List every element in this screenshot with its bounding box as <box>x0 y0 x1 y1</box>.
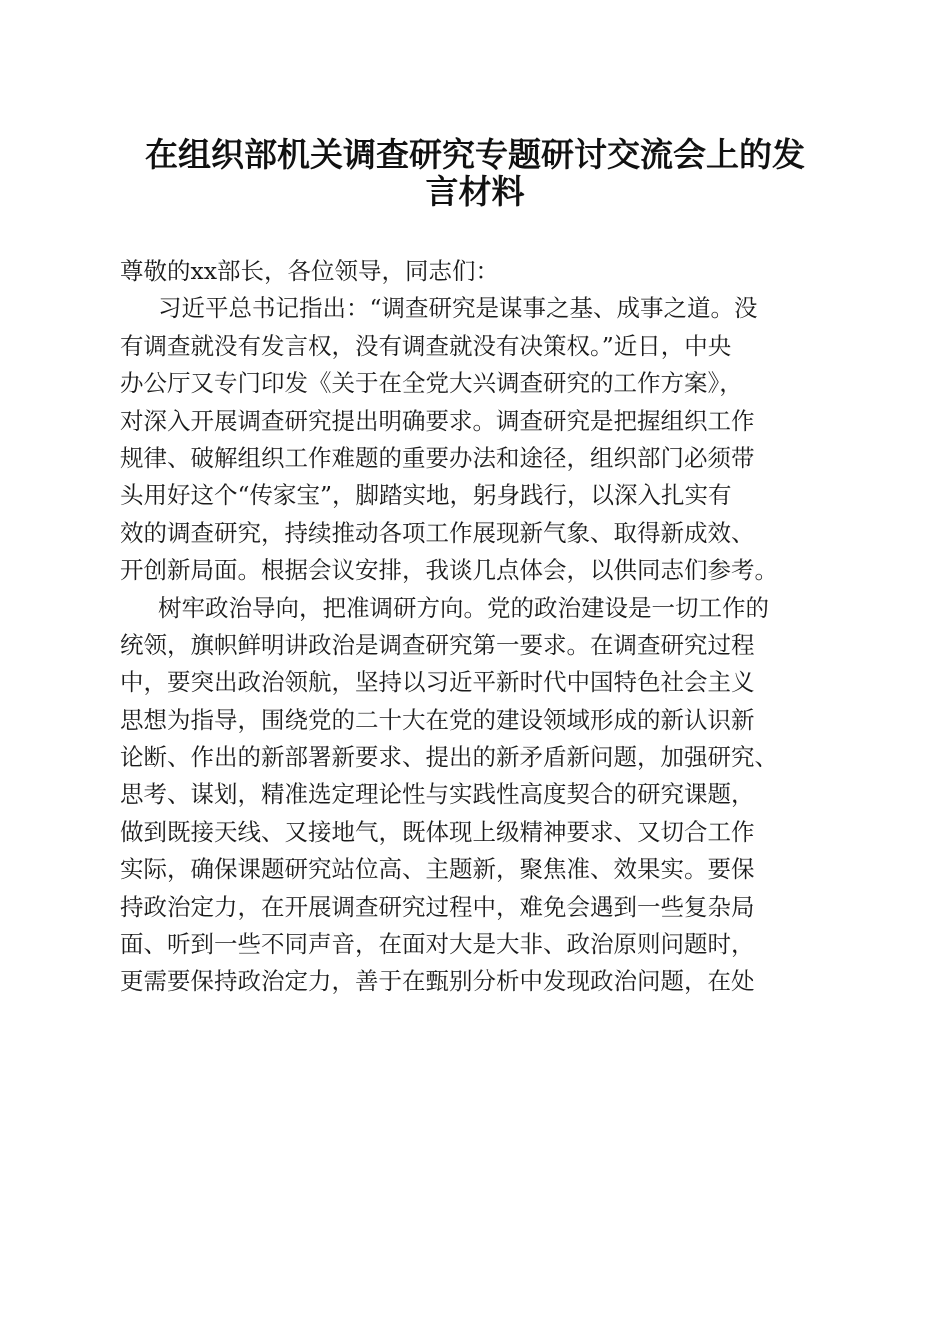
paragraph-line: 中，要突出政治领航，坚持以习近平新时代中国特色社会主义 <box>120 668 755 697</box>
paragraph-line: 对深入开展调查研究提出明确要求。调查研究是把握组织工作 <box>120 406 755 435</box>
paragraph-line: 头用好这个“传家宝”，脚踏实地，躬身践行，以深入扎实有 <box>120 481 732 510</box>
title-line: 言材料 <box>425 172 525 212</box>
document-body <box>120 253 830 1001</box>
paragraph-line: 办公厅又专门印发《关于在全党大兴调查研究的工作方案》， <box>120 369 743 398</box>
title-line: 在组织部机关调查研究专题研讨交流会上的发 <box>145 135 805 174</box>
paragraph-line: 更需要保持政治定力，善于在甄别分析中发现政治问题，在处 <box>120 967 755 996</box>
paragraph-line: 规律、破解组织工作难题的重要办法和途径，组织部门必须带 <box>120 443 755 472</box>
salutation: 尊敬的xx部长，各位领导，同志们： <box>120 257 500 285</box>
paragraph-line: 论断、作出的新部署新要求、提出的新矛盾新问题，加强研究、 <box>120 743 778 772</box>
paragraph-line: 习近平总书记指出：“调查研究是谋事之基、成事之道。没 <box>158 294 758 323</box>
paragraph-line: 持政治定力，在开展调查研究过程中，难免会遇到一些复杂局 <box>120 892 755 921</box>
paragraph-1 <box>120 290 830 589</box>
paragraph-2 <box>120 590 830 1001</box>
paragraph-line: 统领，旗帜鲜明讲政治是调查研究第一要求。在调查研究过程 <box>120 630 755 659</box>
paragraph-line: 实际，确保课题研究站位高、主题新，聚焦准、效果实。要保 <box>120 855 755 884</box>
paragraph-line: 有调查就没有发言权，没有调查就没有决策权。”近日，中央 <box>120 331 732 360</box>
paragraph-line: 效的调查研究，持续推动各项工作展现新气象、取得新成效、 <box>120 518 755 547</box>
paragraph-line: 做到既接天线、又接地气，既体现上级精神要求、又切合工作 <box>120 817 755 846</box>
paragraph-line: 思考、谋划，精准选定理论性与实践性高度契合的研究课题， <box>120 780 755 809</box>
document-title <box>110 132 840 212</box>
paragraph-line: 面、听到一些不同声音，在面对大是大非、政治原则问题时， <box>120 930 755 959</box>
paragraph-line: 思想为指导，围绕党的二十大在党的建设领域形成的新认识新 <box>120 705 755 734</box>
paragraph-line: 树牢政治导向，把准调研方向。党的政治建设是一切工作的 <box>158 593 769 622</box>
paragraph-line: 开创新局面。根据会议安排，我谈几点体会，以供同志们参考。 <box>120 556 778 585</box>
